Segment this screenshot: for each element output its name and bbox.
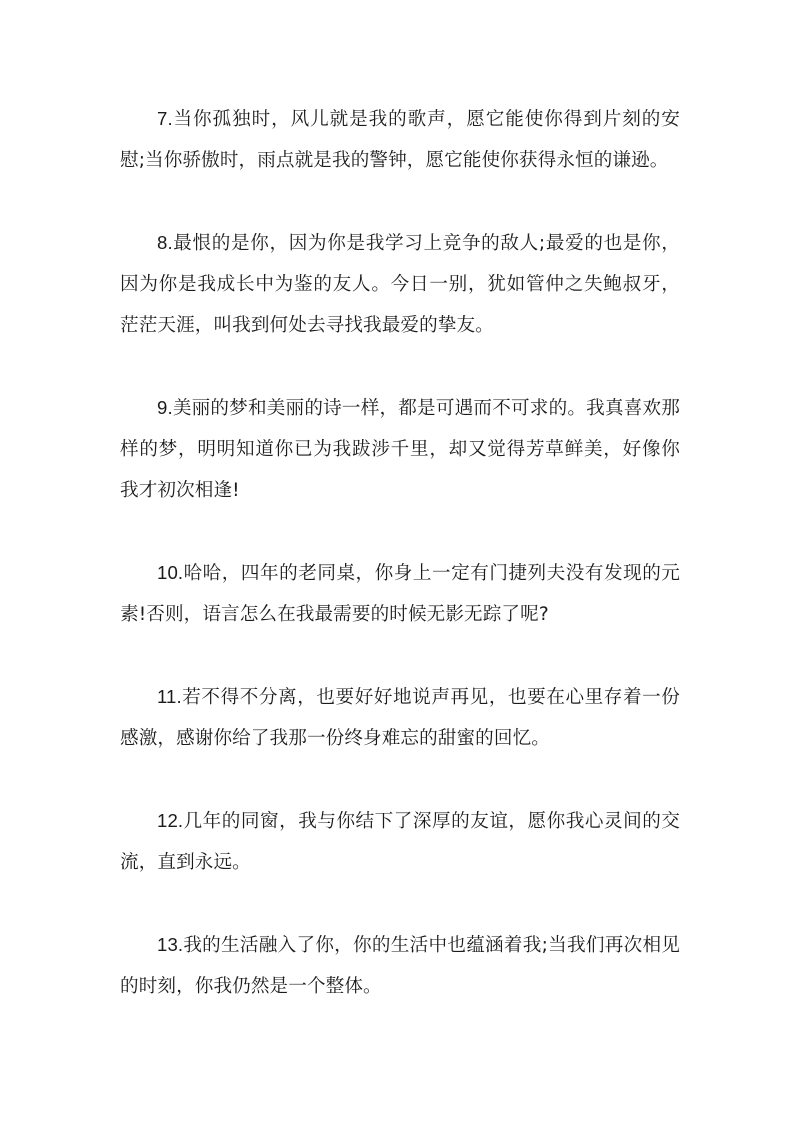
paragraph-text: 几年的同窗，我与你结下了深厚的友谊，愿你我心灵间的交流，直到永远。 bbox=[120, 811, 680, 873]
paragraph-number: 8. bbox=[157, 232, 173, 253]
paragraph-text: 最恨的是你，因为你是我学习上竞争的敌人;最爱的也是你，因为你是我成长中为鉴的友人。今日一别，犹如管仲之失鲍叔牙，茫茫天涯，叫我到何处去寻找我最爱的挚友。 bbox=[120, 233, 680, 336]
paragraph-number: 11. bbox=[157, 686, 182, 707]
paragraph-11 bbox=[120, 676, 680, 759]
paragraph-number: 13. bbox=[157, 934, 184, 955]
paragraph-text: 美丽的梦和美丽的诗一样，都是可遇而不可求的。我真喜欢那样的梦，明明知道你已为我跋涉千里，却又觉得芳草鲜美，好像你我才初次相逢! bbox=[120, 398, 680, 501]
paragraph-text: 若不得不分离，也要好好地说声再见，也要在心里存着一份感激，感谢你给了我那一份终身难忘的甜蜜的回忆。 bbox=[120, 687, 680, 749]
document-body bbox=[120, 98, 680, 1048]
paragraph-number: 7. bbox=[157, 108, 173, 129]
paragraph-10 bbox=[120, 552, 680, 635]
paragraph-7 bbox=[120, 98, 680, 181]
paragraph-8 bbox=[120, 222, 680, 346]
paragraph-13 bbox=[120, 924, 680, 1007]
paragraph-text: 当你孤独时，风儿就是我的歌声，愿它能使你得到片刻的安慰;当你骄傲时，雨点就是我的警钟，愿它能使你获得永恒的谦逊。 bbox=[120, 109, 680, 171]
paragraph-number: 12. bbox=[157, 810, 184, 831]
paragraph-number: 10. bbox=[157, 562, 184, 583]
paragraph-9 bbox=[120, 387, 680, 511]
paragraph-number: 9. bbox=[157, 397, 173, 418]
paragraph-text: 我的生活融入了你，你的生活中也蕴涵着我;当我们再次相见的时刻，你我仍然是一个整体。 bbox=[120, 935, 680, 997]
paragraph-text: 哈哈，四年的老同桌，你身上一定有门捷列夫没有发现的元素!否则，语言怎么在我最需要的时候无影无踪了呢? bbox=[120, 563, 680, 625]
paragraph-12 bbox=[120, 800, 680, 883]
